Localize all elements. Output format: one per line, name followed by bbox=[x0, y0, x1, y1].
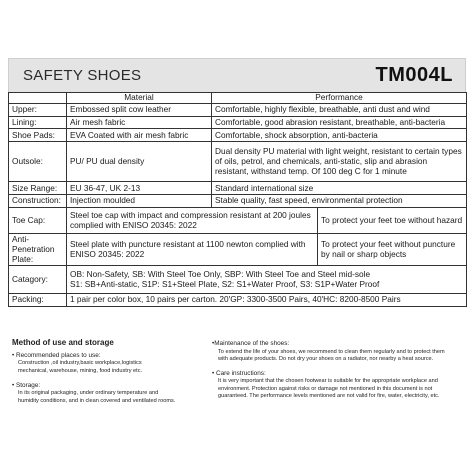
performance-cell: Dual density PU material with light weight, resistant to certain types of oils, petrol, and chemicals, anti-static, slip and abrasion resistant, withstand temp. Of 100 deg C for 1 minute bbox=[212, 142, 467, 182]
material-cell: PU/ PU dual density bbox=[67, 142, 212, 182]
performance-cell: To protect your feet without puncture by nail or sharp objects bbox=[318, 234, 467, 266]
performance-cell: Stable quality, fast speed, environmental protection bbox=[212, 195, 467, 208]
performance-cell: To protect your feet toe without hazard bbox=[318, 208, 467, 234]
row-label: Toe Cap: bbox=[9, 208, 67, 234]
product-code: TM004L bbox=[375, 64, 453, 86]
table-row bbox=[9, 142, 467, 182]
category-line: S1: SB+Anti-static, S1P: S1+Steel Plate, S2: S1+Water Proof, S3: S1P+Water Proof bbox=[70, 278, 380, 289]
row-label: Lining: bbox=[9, 116, 67, 129]
performance-column-header: Performance bbox=[212, 93, 467, 104]
category-label: Catagory: bbox=[9, 266, 67, 294]
storage-line: humidity conditions, and in clean covered and ventilated rooms. bbox=[18, 397, 176, 404]
category-line: OB: Non-Safety, SB: With Steel Toe Only, SBP: With Steel Toe and Steel mid-sole bbox=[70, 269, 371, 280]
maintenance-title: •Maintenance of the shoes: bbox=[212, 340, 290, 347]
performance-cell: Standard international size bbox=[212, 182, 467, 195]
material-cell: EU 36-47, UK 2-13 bbox=[67, 182, 212, 195]
recommended-line: Construction ,oil industry,basic workplace,logistics bbox=[18, 360, 142, 367]
maintenance-line: To extend the life of your shoes, we recommend to clean them regularly and to protect them bbox=[218, 348, 445, 355]
category-cell bbox=[67, 266, 467, 294]
row-label: Shoe Pads: bbox=[9, 129, 67, 142]
row-label: Upper: bbox=[9, 104, 67, 117]
storage-title: • Storage: bbox=[12, 381, 41, 389]
notes-right-column bbox=[212, 338, 464, 401]
spec-card bbox=[8, 58, 466, 307]
packing-label: Packing: bbox=[9, 294, 67, 307]
table-row bbox=[9, 182, 467, 195]
material-cell: EVA Coated with air mesh fabric bbox=[67, 129, 212, 142]
material-cell: Steel toe cap with impact and compression resistant at 200 joules complied with ENISO 20345: 2022 bbox=[67, 208, 318, 234]
care-line: environment. Protection against risks or damage not mentioned in this document is not bbox=[218, 385, 433, 392]
material-cell: Steel plate with puncture resistant at 1100 newton complied with ENISO 20345: 2022 bbox=[67, 234, 318, 266]
packing-cell: 1 pair per color box, 10 pairs per carton. 20'GP: 3300-3500 Pairs, 40'HC: 8200-8500 Pairs bbox=[67, 294, 467, 307]
table-row bbox=[9, 294, 467, 307]
recommended-line: mechanical, warehouse, mining, food industry etc. bbox=[18, 367, 143, 374]
table-row bbox=[9, 266, 467, 294]
performance-cell: Comfortable, good abrasion resistant, breathable, anti-bacteria bbox=[212, 116, 467, 129]
row-label: Anti-Penetration Plate: bbox=[9, 234, 67, 266]
row-label: Size Range: bbox=[9, 182, 67, 195]
table-row bbox=[9, 208, 467, 234]
care-line: guaranteed. The performance levels mentioned are not valid for fire, water, electricity, etc. bbox=[218, 393, 440, 400]
table-row bbox=[9, 129, 467, 142]
care-line: It is very important that the chosen footwear is suitable for the appropriate workplace and bbox=[218, 378, 438, 385]
performance-cell: Comfortable, highly flexible, breathable, anti dust and wind bbox=[212, 104, 467, 117]
method-title: Method of use and storage bbox=[12, 338, 114, 347]
material-column-header: Material bbox=[67, 93, 212, 104]
storage-line: In its original packaging, under ordinary temperature and bbox=[18, 390, 159, 397]
notes-section bbox=[12, 338, 464, 428]
recommended-title: • Recommended places to use: bbox=[12, 351, 101, 359]
empty-header-cell bbox=[9, 93, 67, 104]
table-row bbox=[9, 104, 467, 117]
table-header-row bbox=[9, 93, 467, 104]
material-cell: Embossed split cow leather bbox=[67, 104, 212, 117]
table-row bbox=[9, 116, 467, 129]
product-title: SAFETY SHOES bbox=[23, 67, 142, 84]
material-cell: Injection moulded bbox=[67, 195, 212, 208]
care-title: • Care instructions: bbox=[212, 369, 266, 377]
notes-left-column bbox=[12, 338, 202, 405]
performance-cell: Comfortable, shock absorption, anti-bacteria bbox=[212, 129, 467, 142]
spec-table bbox=[8, 92, 467, 307]
spec-header bbox=[8, 58, 466, 92]
table-row bbox=[9, 234, 467, 266]
table-row bbox=[9, 195, 467, 208]
row-label: Construction: bbox=[9, 195, 67, 208]
maintenance-line: with adequate products. Do not dry your shoes on a radiator, nor nearby a heat source. bbox=[218, 356, 434, 363]
row-label: Outsole: bbox=[9, 142, 67, 182]
material-cell: Air mesh fabric bbox=[67, 116, 212, 129]
